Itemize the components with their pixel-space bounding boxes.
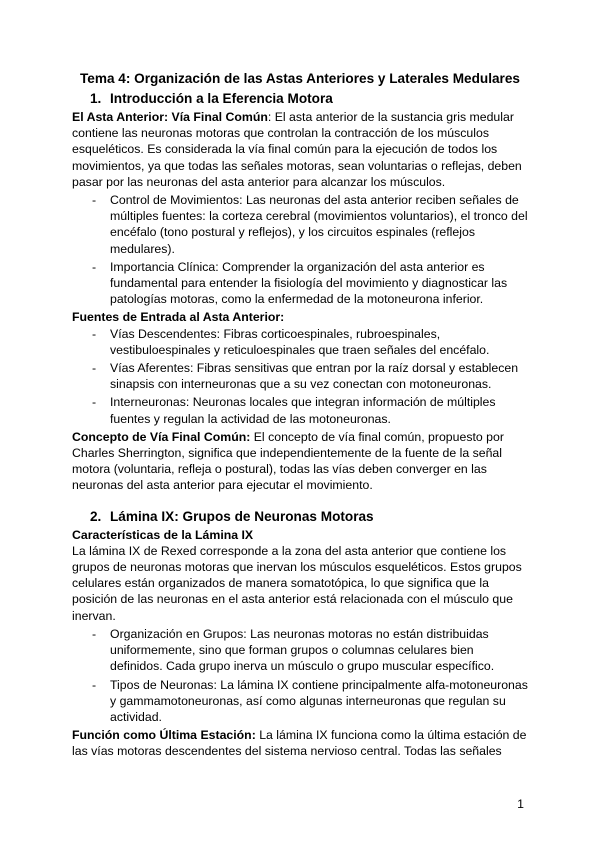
list-item: - Importancia Clínica: Comprender la organización del asta anterior es fundamental para entender la fisiología del movimiento y diagnosticar las patologías motoras, como la enfermedad de la motoneurona inferior.	[72, 259, 528, 308]
section-2-number: 2.	[90, 508, 102, 524]
function-bold: Función como Última Estación:	[72, 728, 256, 743]
section-1-bullet-list	[72, 192, 528, 307]
section-1-heading	[72, 90, 528, 107]
function-text: La lámina IX funciona como la última estación de las vías motoras descendentes del sistema nervioso central. Todas las señales	[72, 728, 527, 759]
list-item: - Vías Aferentes: Fibras sensitivas que entran por la raíz dorsal y establecen sinapsis con interneuronas que a su vez conectan con motoneuronas.	[72, 360, 528, 392]
list-item: - Tipos de Neuronas: La lámina IX contiene principalmente alfa-motoneuronas y gammamotoneuronas, así como algunas interneuronas que regulan su actividad.	[72, 677, 528, 726]
sources-list	[72, 326, 528, 427]
section-1-heading-text: Introducción a la Eferencia Motora	[110, 91, 333, 106]
document-page	[72, 70, 528, 762]
concept-bold: Concepto de Vía Final Común:	[72, 429, 251, 444]
section-2-heading	[72, 508, 528, 525]
page-number: 1	[517, 797, 524, 811]
sources-heading: Fuentes de Entrada al Asta Anterior:	[72, 310, 285, 325]
characteristics-paragraph: La lámina IX de Rexed corresponde a la zona del asta anterior que contiene los grupos de neuronas motoras que inervan los músculos esqueléticos. Estos grupos celulares están organizados de manera somatotópica, lo que significa que la posición de las neuronas en el asta anterior está relacionada con el músculo que inervan.	[72, 543, 522, 623]
list-item: - Interneuronas: Neuronas locales que integran información de múltiples fuentes y regulan la actividad de las motoneuronas.	[72, 394, 528, 426]
concept-paragraph	[72, 429, 528, 494]
section-1-number: 1.	[90, 91, 102, 106]
section-1-intro-text: : El asta anterior de la sustancia gris medular contiene las neuronas motoras que controlan la contracción de los músculos esqueléticos. Es considerada la vía final común para la ejecución de todos los movimientos, ya que todas las señales motoras, sean voluntarias o reflejas, deben pasar por las neuronas del asta anterior para alcanzar los músculos.	[72, 110, 522, 189]
section-1-intro	[72, 109, 528, 190]
function-paragraph	[72, 727, 528, 759]
section-1-intro-bold: El Asta Anterior: Vía Final Común	[72, 110, 268, 124]
list-item: - Control de Movimientos: Las neuronas del asta anterior reciben señales de múltiples fuentes: la corteza cerebral (movimientos voluntarios), el tronco del encéfalo (tono postural y reflejos), y los circuitos espinales (reflejos medulares).	[72, 192, 528, 257]
section-2-bullet-list	[72, 626, 528, 725]
concept-text: El concepto de vía final común, propuesto por Charles Sherrington, significa que independientemente de la fuente de la señal motora (voluntaria, refleja o postural), todas las vías deben converger en las neuronas del asta anterior para ejecutar el movimiento.	[72, 429, 504, 493]
section-2-heading-text: Lámina IX: Grupos de Neuronas Motoras	[110, 508, 374, 524]
list-item: - Organización en Grupos: Las neuronas motoras no están distribuidas uniformemente, sino que forman grupos o columnas celulares bien definidos. Cada grupo inerva un músculo o grupo muscular específico.	[72, 626, 528, 675]
document-title: Tema 4: Organización de las Astas Anteriores y Laterales Medulares	[80, 71, 520, 86]
characteristics-heading: Características de la Lámina IX	[72, 527, 254, 542]
list-item: - Vías Descendentes: Fibras corticoespinales, rubroespinales, vestibuloespinales y reticuloespinales que traen señales del encéfalo.	[72, 326, 528, 358]
